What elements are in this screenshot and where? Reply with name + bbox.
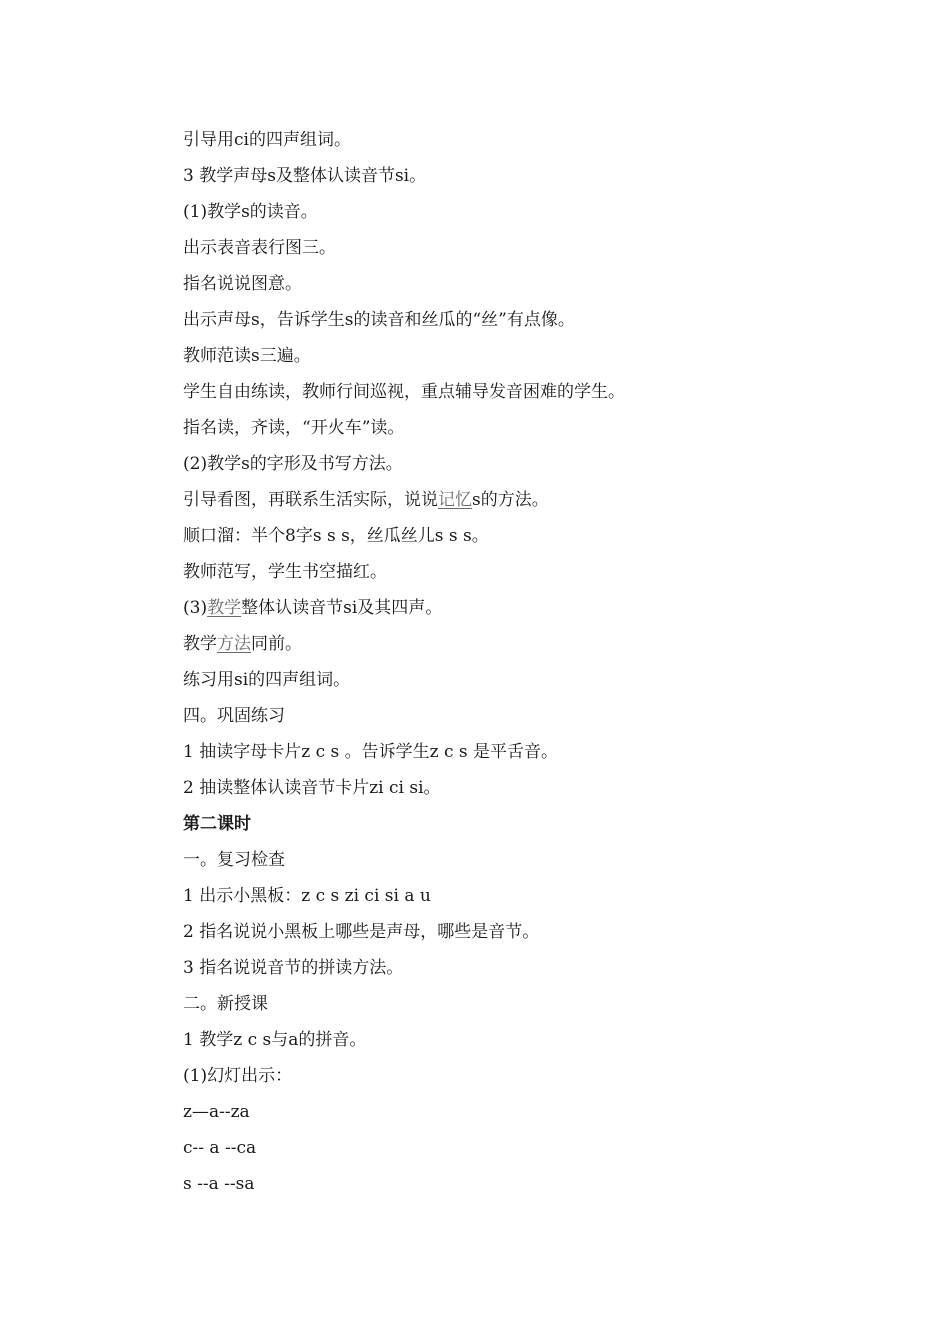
text-line	[183, 1130, 883, 1166]
text-segment: 教师范读s三遍。	[183, 346, 311, 366]
text-segment: (1)幻灯出示：	[183, 1066, 293, 1086]
text-line	[183, 446, 883, 482]
document-body	[183, 122, 883, 1202]
text-line	[183, 698, 883, 734]
text-segment: 出示表音表行图三。	[183, 238, 336, 258]
text-segment: 3 教学声母s及整体认读音节si。	[183, 166, 427, 186]
text-segment: 顺口溜：半个8字s s s，丝瓜丝儿s s s。	[183, 526, 489, 546]
text-line	[183, 734, 883, 770]
text-segment: 指名读，齐读，“开火车”读。	[183, 418, 405, 438]
text-segment: s的方法。	[472, 490, 549, 510]
text-line	[183, 770, 883, 806]
text-line	[183, 410, 883, 446]
text-line	[183, 590, 883, 626]
text-segment: 教学	[183, 634, 217, 654]
text-line	[183, 1166, 883, 1202]
text-line	[183, 302, 883, 338]
text-line	[183, 914, 883, 950]
text-line	[183, 374, 883, 410]
text-segment: 1 教学z c s与a的拼音。	[183, 1030, 367, 1050]
text-segment: 指名说说图意。	[183, 274, 302, 294]
text-line	[183, 554, 883, 590]
text-segment: 2 指名说说小黑板上哪些是声母，哪些是音节。	[183, 922, 540, 942]
text-segment: 出示声母s，告诉学生s的读音和丝瓜的“丝”有点像。	[183, 310, 575, 330]
text-segment: 一。复习检查	[183, 850, 285, 870]
text-segment: 2 抽读整体认读音节卡片zi ci si。	[183, 778, 441, 798]
underlined-link[interactable]: 记忆	[438, 490, 472, 510]
text-line	[183, 266, 883, 302]
text-segment: (2)教学s的字形及书写方法。	[183, 454, 403, 474]
text-line	[183, 842, 883, 878]
underlined-link[interactable]: 方法	[217, 634, 251, 654]
text-segment: 引导看图，再联系生活实际，说说	[183, 490, 438, 510]
text-line	[183, 194, 883, 230]
text-segment: (1)教学s的读音。	[183, 202, 318, 222]
text-segment: c-- a --ca	[183, 1138, 257, 1158]
text-line	[183, 230, 883, 266]
text-line	[183, 1022, 883, 1058]
text-segment: 1 出示小黑板：z c s zi ci si a u	[183, 886, 431, 906]
text-line	[183, 1058, 883, 1094]
text-line	[183, 950, 883, 986]
text-line	[183, 158, 883, 194]
text-line	[183, 482, 883, 518]
text-line	[183, 518, 883, 554]
text-segment: 3 指名说说音节的拼读方法。	[183, 958, 404, 978]
text-segment: 第二课时	[183, 814, 251, 834]
text-segment: 教师范写，学生书空描红。	[183, 562, 387, 582]
section-heading	[183, 806, 883, 842]
text-segment: 引导用ci的四声组词。	[183, 130, 351, 150]
text-line	[183, 986, 883, 1022]
text-segment: 1 抽读字母卡片z c s 。告诉学生z c s 是平舌音。	[183, 742, 559, 762]
text-line	[183, 122, 883, 158]
text-segment: s --a --sa	[183, 1174, 255, 1194]
text-segment: 四。巩固练习	[183, 706, 285, 726]
text-segment: 学生自由练读，教师行间巡视，重点辅导发音困难的学生。	[183, 382, 625, 402]
text-segment: 整体认读音节si及其四声。	[241, 598, 443, 618]
text-segment: 练习用si的四声组词。	[183, 670, 351, 690]
text-segment: (3)	[183, 598, 208, 618]
text-segment: z—a--za	[183, 1102, 250, 1122]
text-line	[183, 1094, 883, 1130]
text-segment: 同前。	[251, 634, 302, 654]
text-line	[183, 626, 883, 662]
text-line	[183, 338, 883, 374]
text-line	[183, 662, 883, 698]
text-segment: 二。新授课	[183, 994, 268, 1014]
text-line	[183, 878, 883, 914]
underlined-link[interactable]: 教学	[207, 598, 242, 618]
